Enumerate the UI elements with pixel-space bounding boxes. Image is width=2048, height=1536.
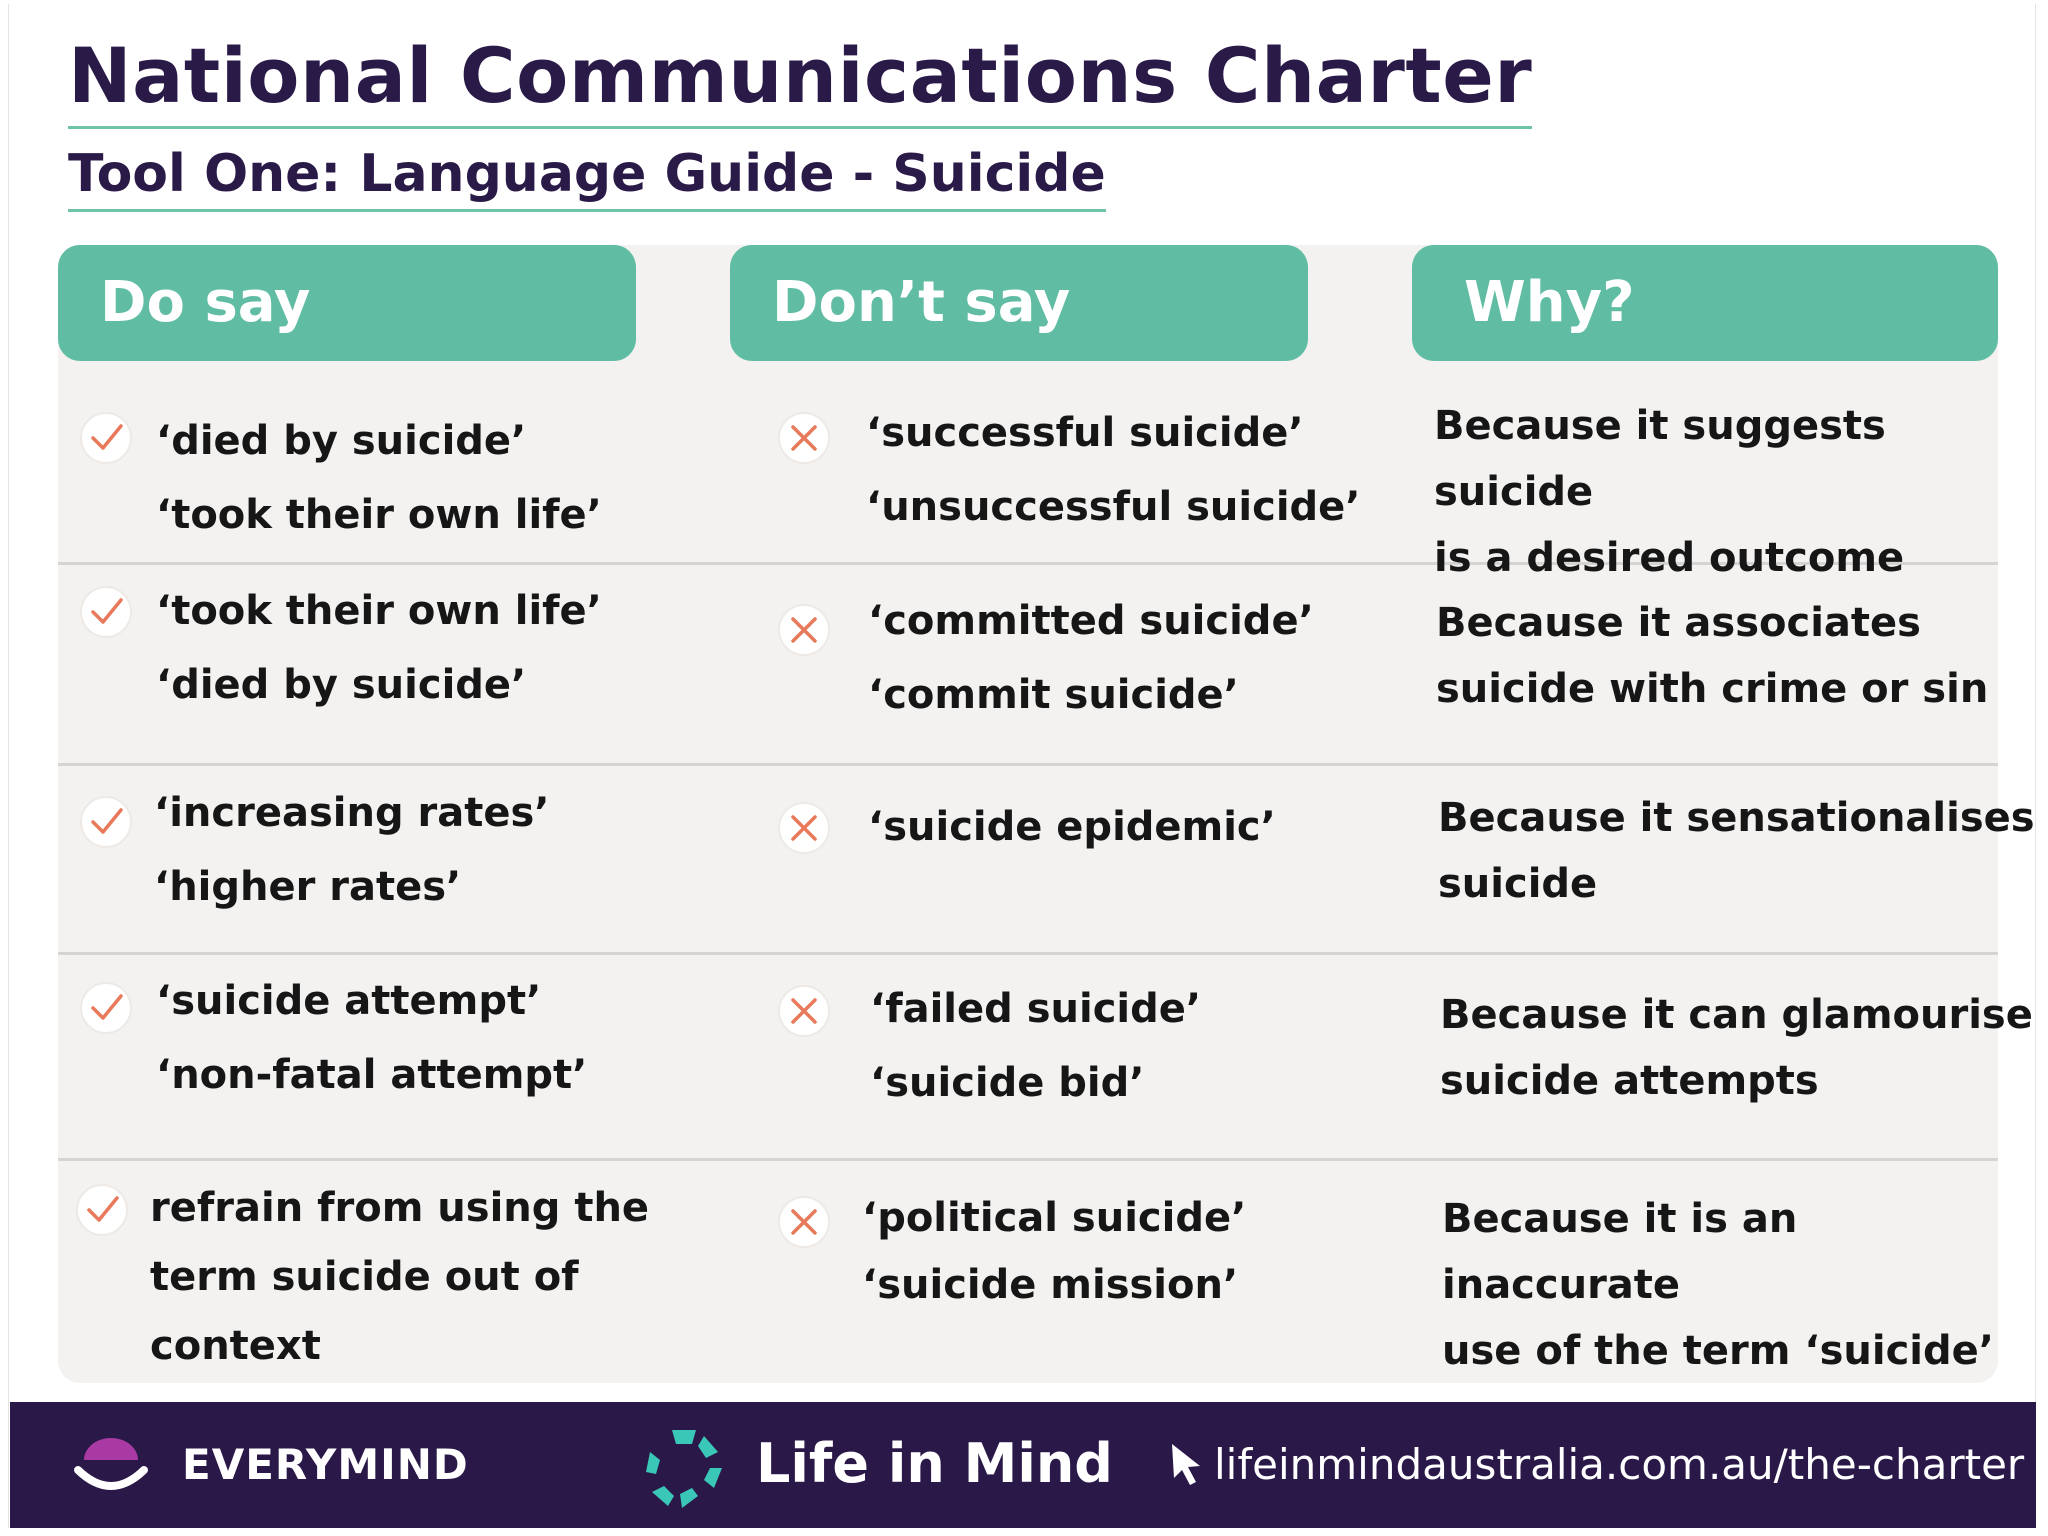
cross-icon — [778, 802, 830, 854]
dont-say-phrase: ‘political suicide’ — [862, 1195, 1247, 1241]
do-say-cell — [156, 964, 587, 1112]
dont-say-phrase: ‘unsuccessful suicide’ — [866, 484, 1361, 530]
cross-icon — [778, 1196, 830, 1248]
dont-say-cell — [868, 790, 1276, 864]
do-say-phrase: ‘non-fatal attempt’ — [156, 1052, 588, 1098]
do-say-cell — [156, 404, 602, 552]
column-header-do-say: Do say — [58, 245, 636, 361]
do-say-phrase: ‘took their own life’ — [156, 588, 602, 634]
cursor-arrow-icon — [1166, 1440, 1206, 1488]
why-text: Because it sensationalises — [1438, 795, 2035, 841]
dont-say-cell — [870, 972, 1201, 1120]
cross-icon — [778, 985, 830, 1037]
dont-say-phrase: ‘suicide bid’ — [870, 1060, 1145, 1106]
do-say-cell — [150, 1174, 649, 1381]
do-say-phrase: ‘took their own life’ — [156, 492, 602, 538]
do-say-cell — [154, 776, 549, 924]
dont-say-cell — [868, 584, 1314, 732]
do-say-phrase: context — [150, 1323, 321, 1369]
everymind-wordmark: EVERYMIND — [182, 1440, 469, 1489]
row-divider — [58, 763, 1998, 766]
why-cell — [1434, 393, 2048, 591]
do-say-phrase: ‘died by suicide’ — [156, 418, 527, 464]
dont-say-phrase: ‘failed suicide’ — [870, 986, 1202, 1032]
life-in-mind-logo — [642, 1426, 726, 1510]
check-icon — [80, 586, 132, 638]
why-cell — [1442, 1186, 2048, 1384]
row-divider — [58, 1158, 1998, 1161]
do-say-phrase: ‘suicide attempt’ — [156, 978, 542, 1024]
dont-say-phrase: ‘successful suicide’ — [866, 410, 1304, 456]
dont-say-cell — [862, 1185, 1246, 1319]
life-in-mind-wordmark: Life in Mind — [756, 1432, 1113, 1495]
dont-say-phrase: ‘commit suicide’ — [868, 672, 1239, 718]
check-icon — [80, 796, 132, 848]
footer-bar — [10, 1402, 2036, 1528]
why-cell — [1440, 982, 2033, 1114]
why-cell — [1436, 590, 1988, 722]
column-header-why: Why? — [1412, 245, 1998, 361]
why-text: Because it can glamourise — [1440, 992, 2033, 1038]
dont-say-cell — [866, 396, 1361, 544]
why-text: Because it associates — [1436, 600, 1921, 646]
why-text: Because it is an inaccurate — [1442, 1196, 1798, 1308]
check-icon — [76, 1184, 128, 1236]
why-text: use of the term ‘suicide’ — [1442, 1328, 1994, 1374]
cross-icon — [778, 604, 830, 656]
do-say-phrase: refrain from using the — [150, 1185, 650, 1231]
check-icon — [80, 982, 132, 1034]
why-cell — [1438, 785, 2035, 917]
why-text: is a desired outcome — [1434, 535, 1905, 581]
row-divider — [58, 952, 1998, 955]
why-text: Because it suggests suicide — [1434, 403, 1886, 515]
check-icon — [80, 412, 132, 464]
do-say-phrase: ‘increasing rates’ — [154, 790, 550, 836]
page-title: National Communications Charter — [68, 36, 1532, 129]
why-text: suicide attempts — [1440, 1058, 1819, 1104]
cross-icon — [778, 412, 830, 464]
do-say-phrase: ‘higher rates’ — [154, 864, 462, 910]
charter-url-link[interactable]: lifeinmindaustralia.com.au/the-charter — [1214, 1440, 2025, 1489]
why-text: suicide with crime or sin — [1436, 666, 1989, 712]
everymind-logo — [74, 1438, 148, 1496]
do-say-cell — [156, 574, 602, 722]
dont-say-phrase: ‘committed suicide’ — [868, 598, 1314, 644]
column-header-dont-say: Don’t say — [730, 245, 1308, 361]
why-text: suicide — [1438, 861, 1598, 907]
dont-say-phrase: ‘suicide epidemic’ — [868, 804, 1276, 850]
dont-say-phrase: ‘suicide mission’ — [862, 1262, 1239, 1308]
do-say-phrase: term suicide out of — [150, 1254, 579, 1300]
page-subtitle: Tool One: Language Guide - Suicide — [68, 146, 1106, 212]
do-say-phrase: ‘died by suicide’ — [156, 662, 527, 708]
